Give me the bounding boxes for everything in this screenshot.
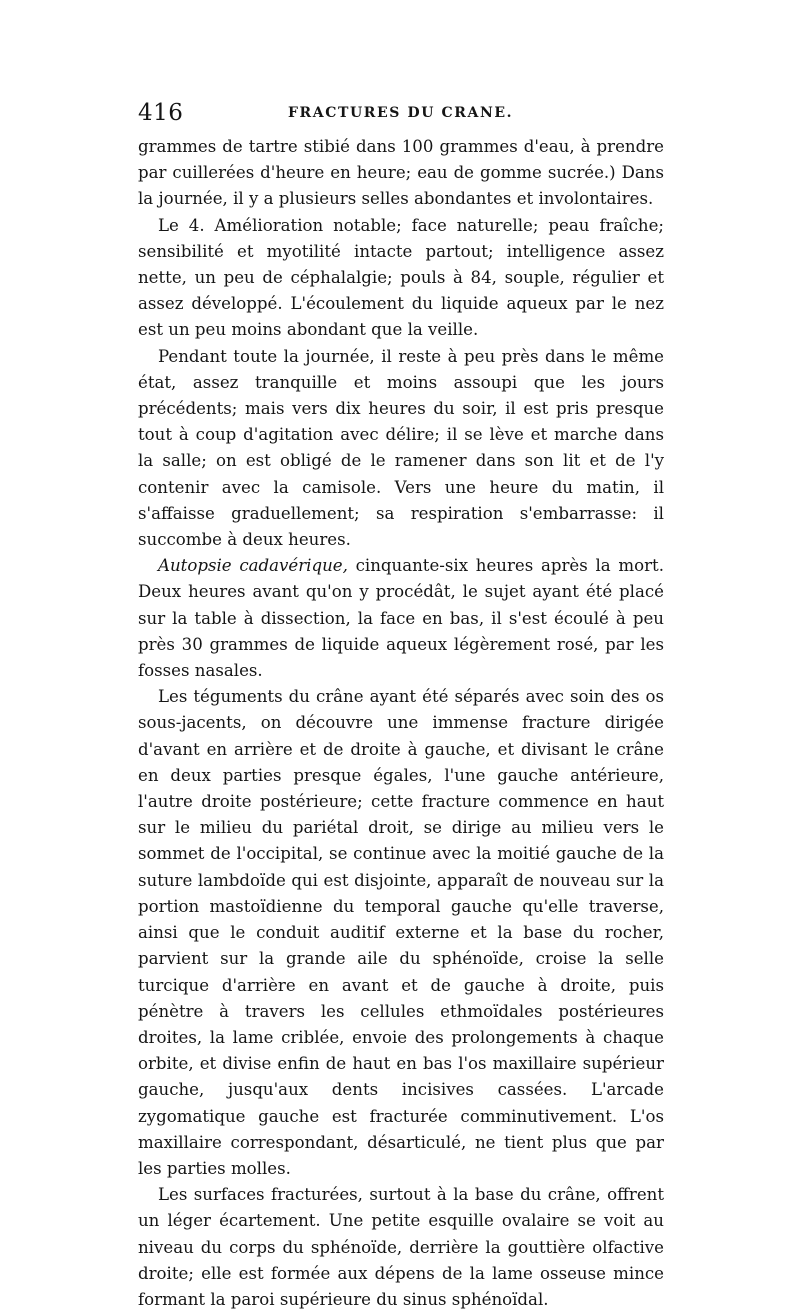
paragraph-text: Pendant toute la journée, il reste à peu près dans le même état, assez tranquille et moins assoupi que les jours précédents; mais vers dix heures du soir, il est pris presque tout à coup d'agitation avec délire; il se lève et marche dans la salle; on est obligé de le ramener dans son lit et de l'y contenir avec la camisole. Vers une heure du matin, il s'affaisse graduellement; sa respiration s'embarrasse: il succombe à deux heures. (138, 346, 664, 550)
paragraph-evening (138, 344, 664, 554)
paragraph-continuation (138, 134, 664, 213)
paragraph-fracture (138, 684, 664, 1182)
running-title: FRACTURES DU CRANE. (288, 105, 514, 121)
page-header (138, 100, 668, 128)
body-text (138, 134, 664, 1313)
paragraph-autopsy (138, 553, 664, 684)
paragraph-text: Les téguments du crâne ayant été séparés avec soin des os sous-jacents, on découvre une immense fracture dirigée d'avant en arrière et de droite à gauche, et divisant le crâne en deux parties presque égales, l'une gauche antérieure, l'autre droite postérieure; cette fracture commence en haut sur le milieu du pariétal droit, se dirige au milieu vers le sommet de l'occipital, se continue avec la moitié gauche de la suture lambdoïde qui est disjointe, apparaît de nouveau sur la portion mastoïdienne du temporal gauche qu'elle traverse, ainsi que le conduit auditif externe et la base du rocher, parvient sur la grande aile du sphénoïde, croise la selle turcique d'arrière en avant et de gauche à droite, puis pénètre à travers les cellules ethmoïdales postérieures droites, la lame criblée, envoie des prolongements à chaque orbite, et divise enfin de haut en bas l'os maxillaire supérieur gauche, jusqu'aux dents incisives cassées. L'arcade zygomatique gauche est fracturée comminutivement. L'os maxillaire correspondant, désarticulé, ne tient plus que par les parties molles. (138, 687, 664, 1178)
paragraph-day-4 (138, 213, 664, 344)
page-number: 416 (138, 100, 184, 126)
paragraph-text: Les surfaces fracturées, surtout à la base du crâne, offrent un léger écartement. Une petite esquille ovalaire se voit au niveau du corps du sphénoïde, derrière la gouttière olfactive droite; elle est formée aux dépens de la lame osseuse mince formant la paroi supérieure du sinus sphénoïdal. (138, 1185, 664, 1309)
paragraph-surfaces (138, 1182, 664, 1313)
autopsy-heading: Autopsie cadavérique, (158, 556, 348, 576)
paragraph-text: grammes de tartre stibié dans 100 grammes d'eau, à prendre par cuillerées d'heure en heure; eau de gomme sucrée.) Dans la journée, il y a plusieurs selles abondantes et involontaires. (138, 137, 664, 209)
paragraph-text: Le 4. Amélioration notable; face naturelle; peau fraîche; sensibilité et myotilité intacte partout; intelligence assez nette, un peu de céphalalgie; pouls à 84, souple, régulier et assez développé. L'écoulement du liquide aqueux par le nez est un peu moins abondant que la veille. (138, 215, 664, 340)
paragraph-text: cinquante-six heures après la mort. Deux heures avant qu'on y procédât, le sujet ayant été placé sur la table à dissection, la face en bas, il s'est écoulé à peu près 30 grammes de liquide aqueux légèrement rosé, par les fosses nasales. (138, 556, 665, 681)
